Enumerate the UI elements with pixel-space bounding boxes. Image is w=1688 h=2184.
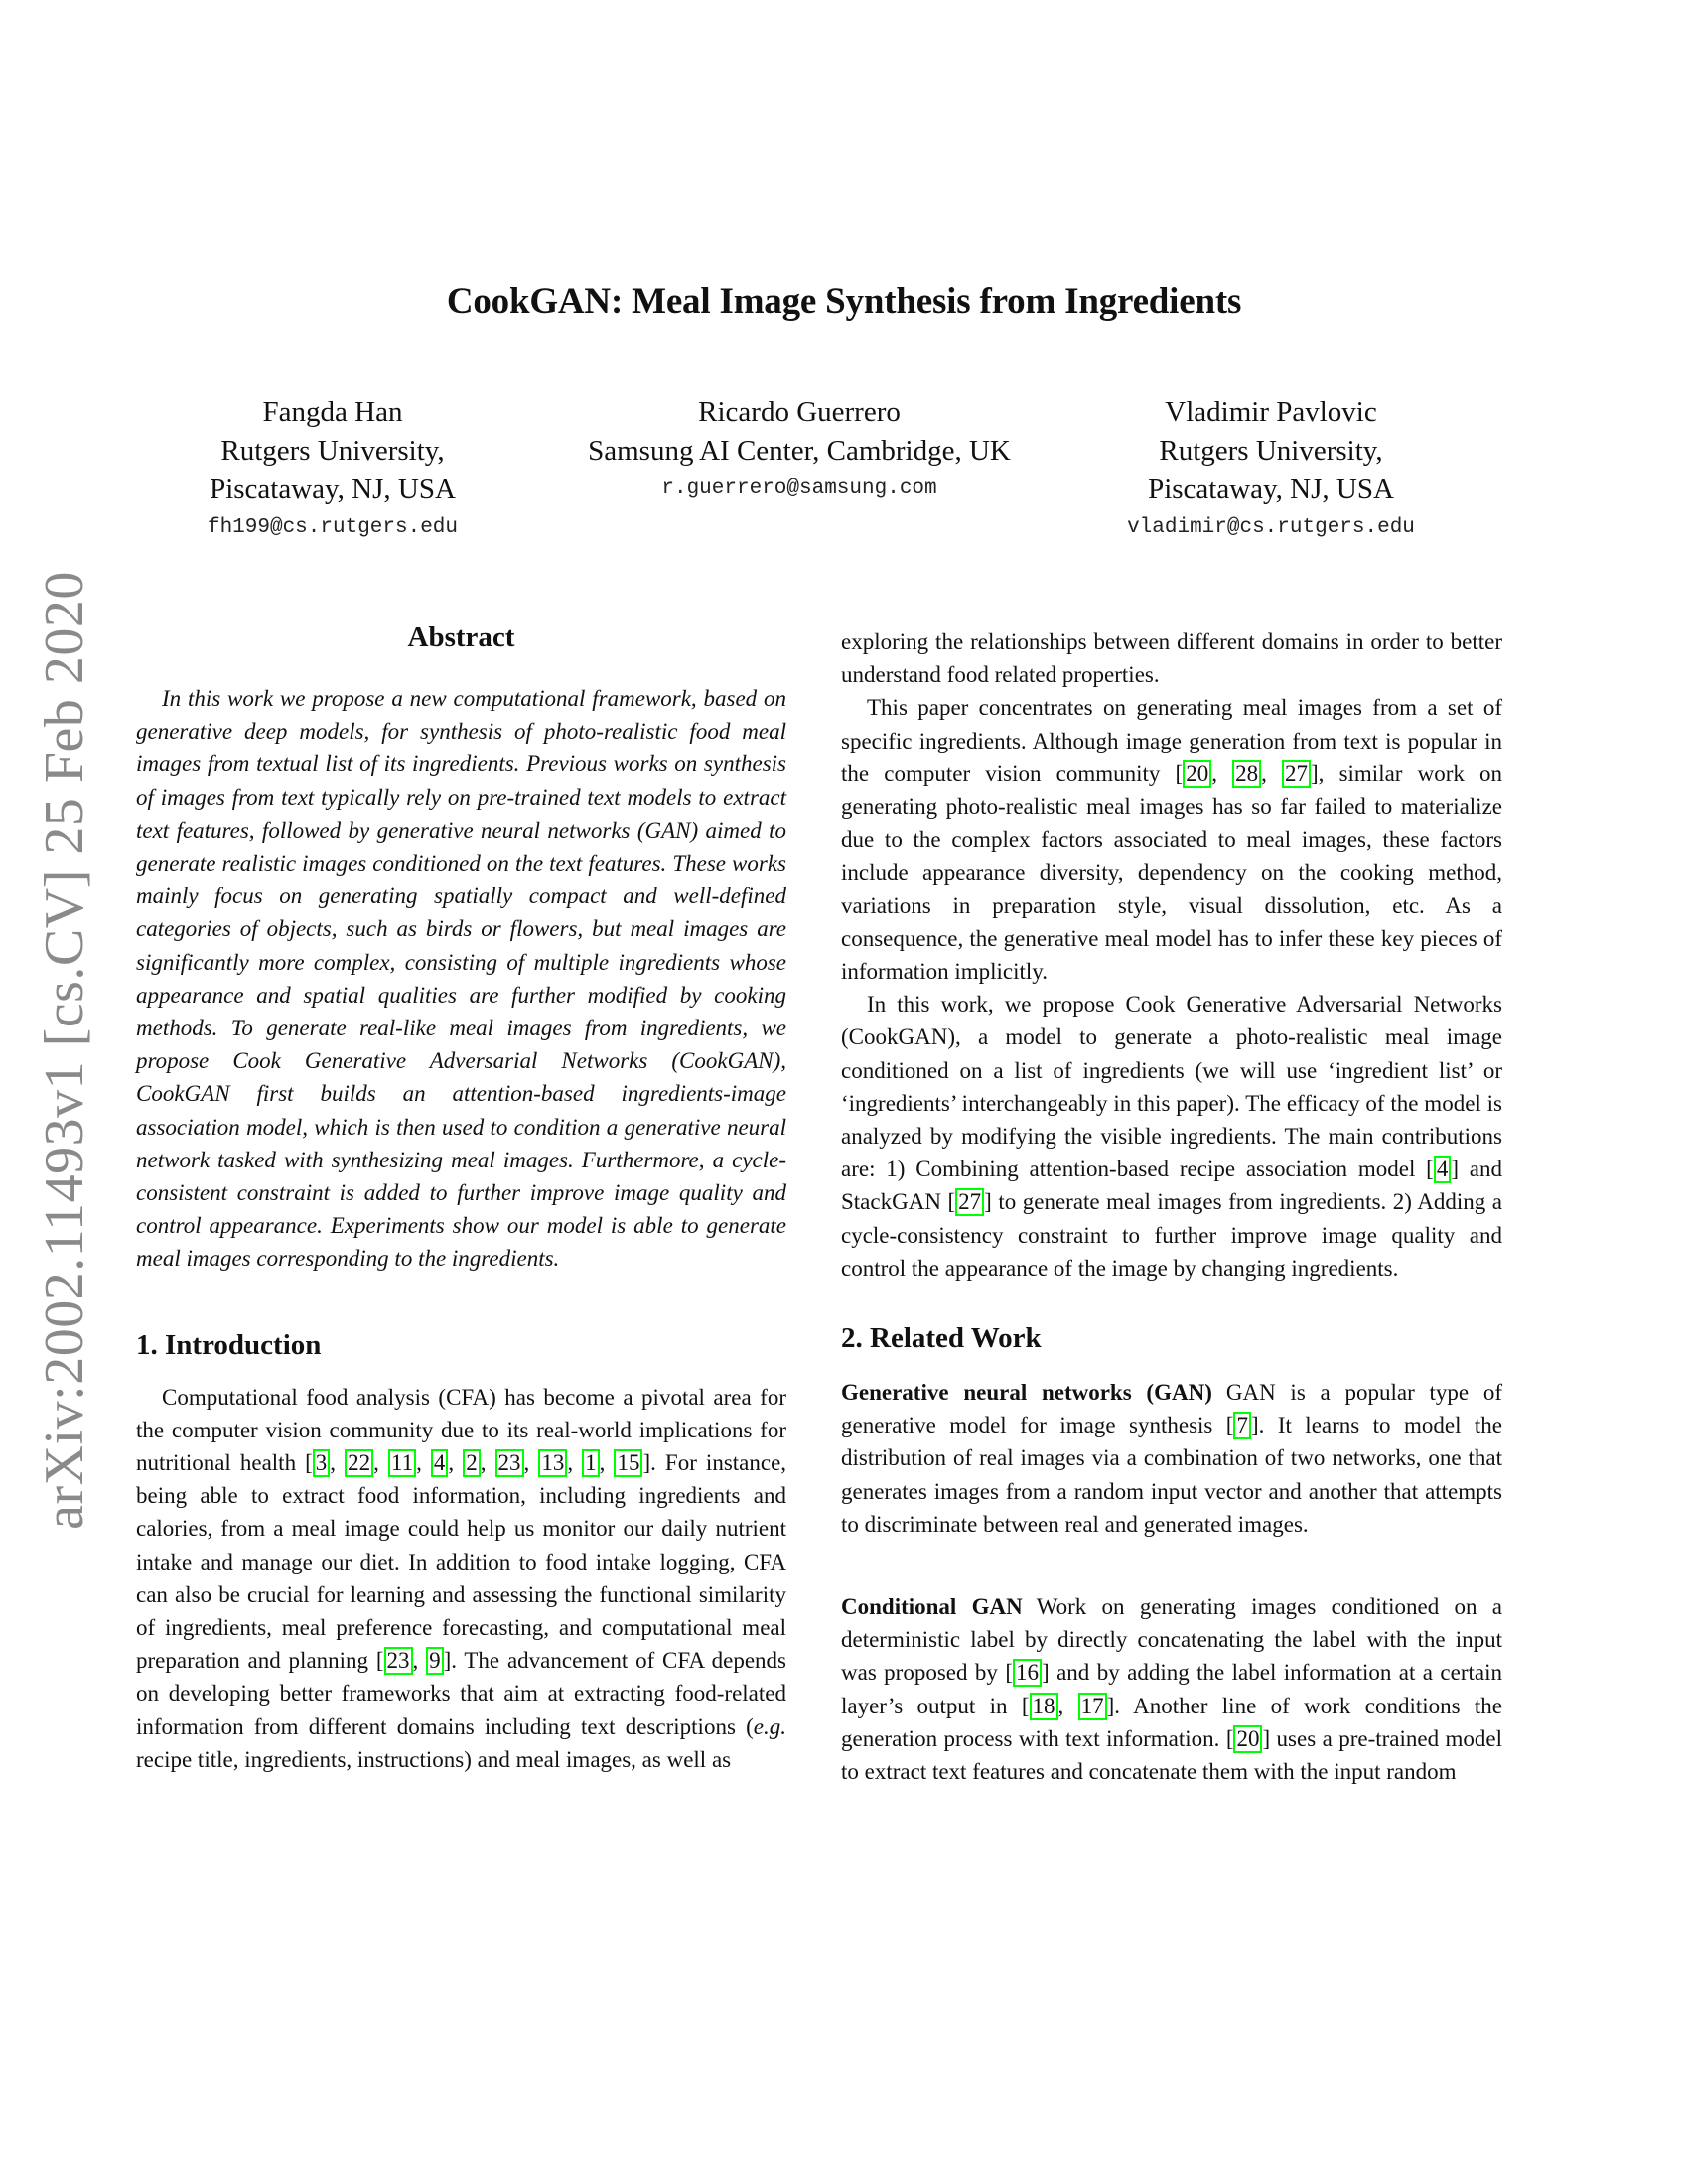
abstract-text: In this work we propose a new computational framework, based on generative deep models, for synthesis of photo-realistic food meal images from textual list of its ingredients. Previous works on synthesis of images from text typically rely on pre-trained text models to extract text features, followed by generative neural networks (GAN) aimed to generate realistic images conditioned on the text features. These works mainly focus on generating spatially compact and well-defined categories of objects, such as birds or flowers, but meal images are significantly more complex, consisting of multiple ingredients whose appearance and spatial qualities are further modified by cooking methods. To generate real-like meal images from ingredients, we propose Cook Generative Adversarial Networks (CookGAN), CookGAN first builds an attention-based ingredients-image association model, which is then used to condition a generative neural network tasked with synthesizing meal images. Furthermore, a cycle-consistent constraint is added to further improve image quality and control appearance. Experiments show our model is able to generate meal images corresponding to the ingredients. (136, 686, 786, 1272)
author-affiliation: Samsung AI Center, Cambridge, UK (588, 435, 1011, 467)
intro-paragraph-3 (841, 988, 1502, 1285)
intro-paragraph-2: This paper concentrates on generating meal images from a set of specific ingredients. Although image generation from text is popular in the computer vision community [ 20 , 28 , 27 ], similar work on generating photo-realistic meal images has so far failed to materialize due to the complex factors associated to meal images, these factors include appearance diversity, dependency on the cooking method, variations in preparation style, visual dissolution, etc. As a consequence, the generative meal model has to infer these key pieces of information implicitly. (841, 695, 1503, 985)
author-affiliation: Piscataway, NJ, USA (1148, 474, 1394, 505)
section-heading-introduction: 1. Introduction (136, 1328, 322, 1361)
citation-link[interactable]: 16 (1013, 1659, 1042, 1687)
related-paragraph-gan (841, 1376, 1502, 1541)
author-name: Ricardo Guerrero (698, 396, 901, 428)
text-run: ]. For instance, being able to extract food information, including ingredients and calories, from a meal image could help us monitor our daily nutrient intake and manage our diet. In addition to food intake logging, CFA can also be crucial for learning and assessing the functional similarity of ingredients, meal preference forecasting, and computational meal preparation and planning [ (136, 1450, 787, 1674)
citation-link[interactable]: 27 (955, 1188, 984, 1216)
citation-link[interactable]: 2 (463, 1449, 481, 1477)
text-run: In this work, we propose Cook Generative Adversarial Networks (CookGAN), a model to generate a photo-realistic meal image conditioned on a list of ingredients (we will use ‘ingredient list’ or ‘ingredients’ interchangeably in this paper). The efficacy of the model is analyzed by modifying the visible ingredients. The main contributions are: 1) Combining attention-based recipe association model [ (841, 992, 1502, 1182)
citation-link[interactable]: 22 (345, 1449, 373, 1477)
citation-link[interactable]: 23 (384, 1647, 413, 1675)
author-affiliation: Rutgers University, (220, 435, 445, 467)
citation-link[interactable]: 3 (313, 1449, 331, 1477)
citation-link[interactable]: 27 (1282, 760, 1311, 788)
citation-link[interactable]: 15 (614, 1449, 642, 1477)
run-in-heading: Conditional GAN (841, 1594, 1023, 1620)
paper-title: CookGAN: Meal Image Synthesis from Ingredients (446, 281, 1242, 322)
author-email: r.guerrero@samsung.com (661, 478, 937, 500)
citation-link[interactable]: 13 (538, 1449, 567, 1477)
author-name: Vladimir Pavlovic (1165, 396, 1377, 428)
text-run: ], similar work on generating photo-realistic meal images has so far failed to materialize due to the complex factors associated to meal images, these factors include appearance diversity, dependency on the cooking method, variations in preparation style, visual dissolution, etc. As a consequence, the generative meal model has to infer these key pieces of information implicitly. (841, 760, 1503, 985)
intro-paragraph-1-continued: exploring the relationships between different domains in order to better understand food related properties. (841, 629, 1502, 688)
author-email: vladimir@cs.rutgers.edu (1127, 516, 1415, 539)
related-paragraph-conditional-gan: Conditional GAN Work on generating images conditioned on a deterministic label by directly concatenating the label with the input was proposed by [ 16 ] and by adding the label information at a certain layer’s output in [ 18 , 17 ]. Another line of work conditions the generation process with text information. [ 20 ] uses a pre-trained model to extract text features and concatenate them with the input random (841, 1594, 1502, 1785)
author-block-2 (541, 393, 1057, 508)
citation-link[interactable]: 11 (388, 1449, 416, 1477)
text-run: Work on generating images conditioned on a deterministic label by directly concatenating the label with the input was proposed by [ (841, 1594, 1502, 1686)
text-run: This paper concentrates on generating meal images from a set of specific ingredients. Although image generation from text is popular in the computer vision community [ (841, 695, 1502, 786)
arxiv-watermark: arXiv:2002.11493v1 [cs.CV] 25 Feb 2020 (34, 571, 95, 1530)
text-run: GAN is a popular type of generative model for image synthesis [ (841, 1380, 1502, 1438)
citation-link[interactable]: 7 (1233, 1412, 1251, 1439)
citation-link[interactable]: 9 (426, 1647, 444, 1675)
author-affiliation: Piscataway, NJ, USA (210, 474, 456, 505)
text-run: ] and StackGAN [ (841, 1157, 1502, 1215)
text-run-overflow: recipe title, ingredients, instructions) and meal images, as well as (136, 1746, 732, 1772)
citation-link[interactable]: 17 (1078, 1693, 1107, 1720)
text-run-italic: e.g. (753, 1713, 786, 1739)
text-run: ] uses a pre-trained model to extract text features and concatenate them with the input random (841, 1725, 1502, 1785)
run-in-heading: Generative neural networks (GAN) (841, 1380, 1212, 1406)
intro-paragraph-1: Computational food analysis (CFA) has become a pivotal area for the computer vision community due to its real-world implications for nutritional health [ 3 , 22 , 11 , 4 , 2 , 23 , 13 , 1 , 15 ]. For instance, being able to extract food information, including ingredients and calories, from a meal image could help us monitor our daily nutrient intake and manage our diet. In addition to food intake logging, CFA can also be crucial for learning and assessing the functional similarity of ingredients, meal preference forecasting, and computational meal preparation and planning [ 23 , 9 ]. The advancement of CFA depends on developing better frameworks that aim at extracting food-related information from different domains including text descriptions (e.g. recipe title, ingredients, instructions) and meal images, as well as (136, 1384, 787, 1772)
text-run: ] to generate meal images from ingredients. 2) Adding a cycle-consistency constraint to further improve image quality and control the appearance of the image by changing ingredients. (841, 1189, 1502, 1281)
text-run: ]. The advancement of CFA depends on developing better frameworks that aim at extracting food-related information from different domains including text descriptions ( (136, 1648, 786, 1739)
citation-link[interactable]: 4 (1434, 1156, 1452, 1183)
author-email: fh199@cs.rutgers.edu (207, 516, 459, 539)
author-block-1 (134, 393, 531, 547)
citation-link[interactable]: 23 (495, 1449, 524, 1477)
right-column (841, 625, 1502, 1788)
citation-link[interactable]: 1 (582, 1449, 600, 1477)
citation-link[interactable]: 20 (1183, 760, 1211, 788)
section-heading-related-work: 2. Related Work (841, 1322, 1042, 1355)
author-affiliation: Rutgers University, (1159, 435, 1383, 467)
citation-link[interactable]: 20 (1233, 1725, 1262, 1753)
text-run: ]. It learns to model the distribution of real images via a combination of two networks, one that generates images from a random input vector and another that attempts to discriminate between real and generated images. (841, 1413, 1503, 1537)
text-run: ] and by adding the label information at a certain layer’s output in [ (841, 1660, 1502, 1718)
author-name: Fangda Han (262, 396, 403, 428)
citation-link[interactable]: 28 (1232, 760, 1261, 788)
author-block-3 (1072, 393, 1470, 547)
abstract-heading: Abstract (407, 621, 515, 653)
left-column (136, 620, 786, 1776)
citation-link[interactable]: 4 (431, 1449, 449, 1477)
text-run: ]. Another line of work conditions the generation process with text information. [ (841, 1693, 1502, 1751)
citation-link[interactable]: 18 (1030, 1693, 1058, 1720)
text-run: Computational food analysis (CFA) has become a pivotal area for the computer vision community due to its real-world implications for nutritional health [ (136, 1384, 786, 1476)
